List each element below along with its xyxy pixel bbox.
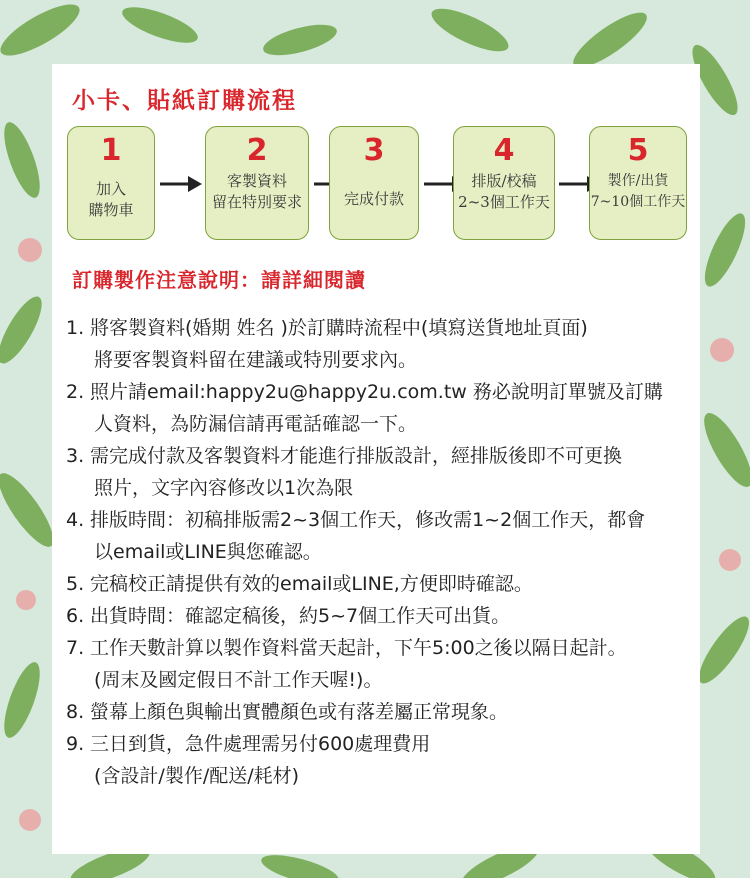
item-line: 照片，文字內容修改以1次為限 — [94, 477, 354, 499]
item-number: 7. — [66, 637, 85, 659]
step-number: 1 — [100, 133, 122, 168]
list-item — [66, 312, 694, 376]
list-item — [66, 696, 694, 728]
item-line: (含設計/製作/配送/耗材) — [94, 765, 300, 787]
item-line: 將客製資料(婚期 姓名 )於訂購時流程中(填寫送貨地址頁面) — [90, 317, 588, 339]
info-card — [52, 64, 700, 854]
item-line: 三日到貨，急件處理需另付600處理費用 — [90, 733, 431, 755]
item-line: 需完成付款及客製資料才能進行排版設計，經排版後即不可更換 — [90, 445, 623, 467]
arrow-right-icon — [160, 174, 202, 194]
notes-list — [66, 312, 694, 792]
item-line: 照片請email:happy2u@happy2u.com.tw 務必說明訂單號及訂購 — [90, 381, 663, 403]
step-label: 製作/出貨 7~10個工作天 — [590, 173, 686, 210]
step-number: 2 — [246, 133, 268, 168]
item-line: 工作天數計算以製作資料當天起計，下午5:00之後以隔日起計。 — [90, 637, 627, 659]
step-label: 完成付款 — [343, 190, 404, 208]
list-item — [66, 632, 694, 696]
item-line: 螢幕上顏色與輸出實體顏色或有落差屬正常現象。 — [90, 701, 509, 723]
item-number: 2. — [66, 381, 85, 403]
item-number: 3. — [66, 445, 85, 467]
item-number: 5. — [66, 573, 85, 595]
step-5 — [589, 126, 687, 240]
step-number: 3 — [363, 133, 385, 168]
step-number: 5 — [627, 133, 649, 168]
list-item — [66, 600, 694, 632]
item-number: 6. — [66, 605, 85, 627]
item-line: 人資料，為防漏信請再電話確認一下。 — [94, 413, 418, 435]
list-item — [66, 568, 694, 600]
item-line: 將要客製資料留在建議或特別要求內。 — [94, 349, 418, 371]
step-label: 客製資料 留在特別要求 — [211, 172, 302, 211]
item-number: 9. — [66, 733, 85, 755]
process-steps — [67, 126, 687, 242]
list-item — [66, 504, 694, 568]
list-item — [66, 728, 694, 792]
item-number: 4. — [66, 509, 85, 531]
step-1 — [67, 126, 155, 240]
step-2 — [205, 126, 309, 240]
step-3 — [329, 126, 419, 240]
item-line: 排版時間：初稿排版需2~3個工作天，修改需1~2個工作天，都會 — [90, 509, 646, 531]
list-item — [66, 440, 694, 504]
step-4 — [453, 126, 555, 240]
item-line: 出貨時間：確認定稿後，約5~7個工作天可出貨。 — [90, 605, 511, 627]
notes-title: 訂購製作注意說明：請詳細閱讀 — [72, 268, 366, 292]
item-line: 完稿校正請提供有效的email或LINE,方便即時確認。 — [90, 573, 533, 595]
item-line: (周末及國定假日不計工作天喔!)。 — [94, 669, 383, 691]
page-title: 小卡、貼紙訂購流程 — [72, 88, 297, 114]
step-label: 加入 購物車 — [88, 180, 134, 219]
step-label: 排版/校稿 2~3個工作天 — [458, 172, 550, 211]
item-number: 1. — [66, 317, 85, 339]
step-number: 4 — [493, 133, 515, 168]
item-line: 以email或LINE與您確認。 — [94, 541, 322, 563]
item-number: 8. — [66, 701, 85, 723]
list-item — [66, 376, 694, 440]
